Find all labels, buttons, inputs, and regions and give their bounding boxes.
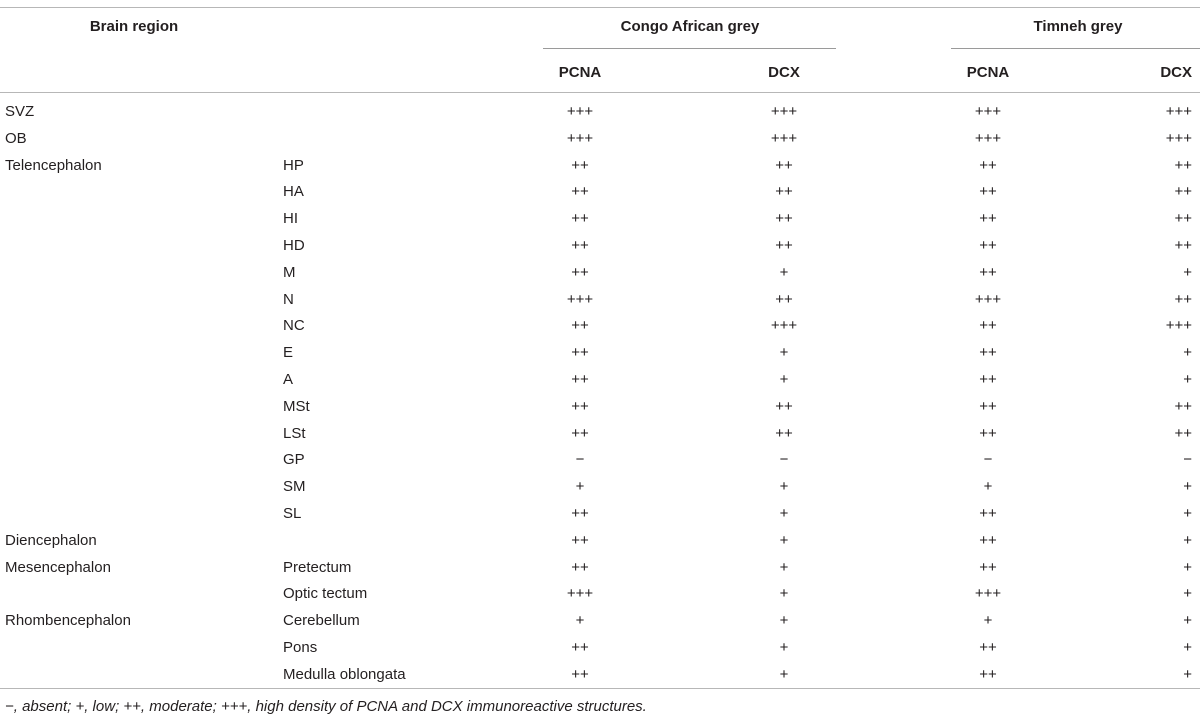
cell-subregion: Medulla oblongata: [283, 665, 406, 683]
cell-timneh-dcx: ++: [1174, 210, 1192, 228]
cell-subregion: HD: [283, 237, 305, 254]
cell-congo-pcna: ++: [571, 424, 589, 442]
cell-timneh-dcx: +: [1183, 478, 1192, 496]
cell-region: Diencephalon: [5, 531, 97, 549]
cell-subregion: HP: [283, 156, 304, 174]
cell-congo-pcna: ++: [571, 210, 589, 228]
table-row: [0, 505, 1200, 532]
cell-timneh-dcx: +: [1183, 263, 1192, 281]
cell-timneh-pcna: ++: [979, 505, 997, 522]
table-row: [0, 585, 1200, 612]
cell-region: Mesencephalon: [5, 558, 111, 576]
cell-timneh-dcx: +++: [1165, 103, 1192, 120]
cell-congo-dcx: +: [779, 344, 789, 362]
cell-congo-pcna: +: [575, 612, 585, 630]
cell-congo-pcna: ++: [571, 156, 589, 174]
group-rule-timneh: [951, 48, 1200, 49]
table-row: [0, 183, 1200, 210]
cell-timneh-dcx: ++: [1174, 290, 1192, 308]
cell-subregion: HI: [283, 210, 298, 228]
header-timneh-dcx: DCX: [1160, 64, 1192, 81]
table-bottom-rule: [0, 688, 1200, 689]
cell-timneh-dcx: +++: [1165, 317, 1192, 335]
cell-subregion: SL: [283, 505, 302, 522]
cell-congo-pcna: +++: [566, 290, 594, 308]
cell-timneh-dcx: ++: [1174, 424, 1192, 442]
cell-congo-pcna: ++: [571, 344, 589, 362]
cell-congo-dcx: ++: [775, 156, 793, 174]
cell-timneh-dcx: −: [1183, 451, 1192, 469]
cell-congo-dcx: +++: [770, 103, 798, 120]
cell-congo-pcna: ++: [571, 317, 589, 335]
cell-congo-dcx: ++: [775, 424, 793, 442]
table-row: [0, 264, 1200, 291]
cell-congo-pcna: ++: [571, 558, 589, 576]
header-bottom-rule: [0, 92, 1200, 93]
cell-congo-dcx: ++: [775, 210, 793, 228]
table-row: [0, 559, 1200, 586]
cell-subregion: N: [283, 290, 294, 308]
cell-timneh-pcna: ++: [979, 558, 997, 576]
cell-timneh-pcna: ++: [979, 531, 997, 549]
cell-congo-pcna: ++: [571, 531, 589, 549]
cell-congo-dcx: ++: [775, 183, 793, 201]
cell-congo-pcna: +++: [566, 103, 594, 120]
cell-congo-dcx: +++: [770, 129, 798, 147]
cell-timneh-dcx: +: [1183, 531, 1192, 549]
cell-congo-pcna: +: [575, 478, 585, 496]
cell-congo-dcx: +: [779, 612, 789, 630]
cell-timneh-pcna: ++: [979, 210, 997, 228]
cell-region: OB: [5, 129, 27, 147]
cell-timneh-pcna: ++: [979, 156, 997, 174]
cell-congo-dcx: +: [779, 585, 789, 603]
cell-subregion: Optic tectum: [283, 585, 368, 603]
table-row: [0, 532, 1200, 559]
cell-timneh-dcx: +: [1183, 639, 1192, 656]
cell-timneh-dcx: +: [1183, 371, 1192, 388]
table-row: [0, 639, 1200, 666]
cell-congo-dcx: +: [779, 639, 789, 656]
cell-timneh-pcna: ++: [979, 237, 997, 254]
cell-subregion: NC: [283, 317, 305, 335]
cell-region: Rhombencephalon: [5, 612, 131, 630]
cell-timneh-dcx: +: [1183, 558, 1192, 576]
cell-timneh-dcx: +: [1183, 505, 1192, 522]
cell-congo-dcx: +: [779, 505, 789, 522]
cell-subregion: Pons: [283, 639, 318, 656]
cell-timneh-pcna: ++: [979, 665, 997, 683]
cell-timneh-pcna: +++: [974, 290, 1002, 308]
table-row: [0, 130, 1200, 157]
cell-congo-pcna: +++: [566, 129, 594, 147]
table-row: [0, 478, 1200, 505]
cell-congo-pcna: ++: [571, 237, 589, 254]
table-row: [0, 103, 1200, 130]
cell-timneh-pcna: +++: [974, 103, 1002, 120]
cell-timneh-pcna: ++: [979, 424, 997, 442]
header-congo-dcx: DCX: [768, 64, 800, 81]
cell-timneh-pcna: ++: [979, 397, 997, 415]
cell-timneh-pcna: +: [983, 612, 993, 630]
cell-timneh-pcna: +++: [974, 585, 1002, 603]
cell-congo-pcna: ++: [571, 263, 589, 281]
cell-congo-pcna: ++: [571, 183, 589, 201]
cell-timneh-dcx: +: [1183, 344, 1192, 362]
table-row: [0, 344, 1200, 371]
cell-timneh-pcna: +: [983, 478, 993, 496]
cell-timneh-pcna: ++: [979, 639, 997, 656]
table-row: [0, 210, 1200, 237]
cell-congo-pcna: ++: [571, 505, 589, 522]
cell-subregion: MSt: [283, 397, 310, 415]
cell-timneh-pcna: ++: [979, 371, 997, 388]
cell-subregion: Cerebellum: [283, 612, 360, 630]
table-footnote: −, absent; +, low; ++, moderate; +++, high density of PCNA and DCX immunoreactive structures.: [5, 698, 647, 715]
cell-congo-pcna: +++: [566, 585, 594, 603]
cell-timneh-pcna: ++: [979, 344, 997, 362]
cell-congo-pcna: ++: [571, 397, 589, 415]
cell-subregion: A: [283, 371, 294, 388]
cell-timneh-dcx: +: [1183, 612, 1192, 630]
table-row: [0, 451, 1200, 478]
cell-subregion: LSt: [283, 424, 306, 442]
cell-congo-dcx: +: [779, 558, 789, 576]
header-timneh-pcna: PCNA: [966, 64, 1010, 81]
cell-timneh-dcx: ++: [1174, 397, 1192, 415]
cell-congo-dcx: +: [779, 665, 789, 683]
cell-timneh-pcna: +++: [974, 129, 1002, 147]
cell-subregion: Pretectum: [283, 558, 352, 576]
cell-region: Telencephalon: [5, 156, 102, 174]
cell-timneh-dcx: ++: [1174, 156, 1192, 174]
table-row: [0, 291, 1200, 318]
cell-subregion: E: [283, 344, 294, 362]
group-rule-congo: [543, 48, 836, 49]
table-row: [0, 157, 1200, 184]
cell-timneh-pcna: ++: [979, 317, 997, 335]
cell-timneh-pcna: ++: [979, 263, 997, 281]
table-row: [0, 317, 1200, 344]
header-congo-pcna: PCNA: [558, 64, 602, 81]
cell-congo-pcna: ++: [571, 371, 589, 388]
cell-congo-dcx: +: [779, 371, 789, 388]
cell-congo-dcx: +: [779, 531, 789, 549]
cell-congo-dcx: +: [779, 263, 789, 281]
cell-congo-pcna: ++: [571, 639, 589, 656]
cell-subregion: M: [283, 263, 296, 281]
table-row: [0, 398, 1200, 425]
cell-congo-dcx: ++: [775, 237, 793, 254]
cell-timneh-dcx: +: [1183, 585, 1192, 603]
table-row: [0, 425, 1200, 452]
table-row: [0, 237, 1200, 264]
cell-congo-pcna: ++: [571, 665, 589, 683]
cell-timneh-pcna: −: [983, 451, 993, 469]
cell-congo-dcx: ++: [775, 397, 793, 415]
cell-timneh-dcx: ++: [1174, 183, 1192, 201]
cell-timneh-dcx: +: [1183, 665, 1192, 683]
cell-congo-pcna: −: [575, 451, 585, 469]
table-row: [0, 612, 1200, 639]
header-brain-region: Brain region: [89, 18, 179, 35]
cell-congo-dcx: −: [779, 451, 789, 469]
cell-timneh-pcna: ++: [979, 183, 997, 201]
cell-timneh-dcx: +++: [1165, 129, 1192, 147]
cell-congo-dcx: ++: [775, 290, 793, 308]
cell-congo-dcx: +++: [770, 317, 798, 335]
table-row: [0, 371, 1200, 398]
cell-timneh-dcx: ++: [1174, 237, 1192, 254]
cell-region: SVZ: [5, 103, 35, 120]
header-group-timneh-grey: Timneh grey: [1033, 18, 1123, 35]
table-top-rule: [0, 7, 1200, 8]
cell-congo-dcx: +: [779, 478, 789, 496]
cell-subregion: SM: [283, 478, 306, 496]
cell-subregion: GP: [283, 451, 305, 469]
cell-subregion: HA: [283, 183, 304, 201]
header-group-congo-african-grey: Congo African grey: [620, 18, 760, 35]
